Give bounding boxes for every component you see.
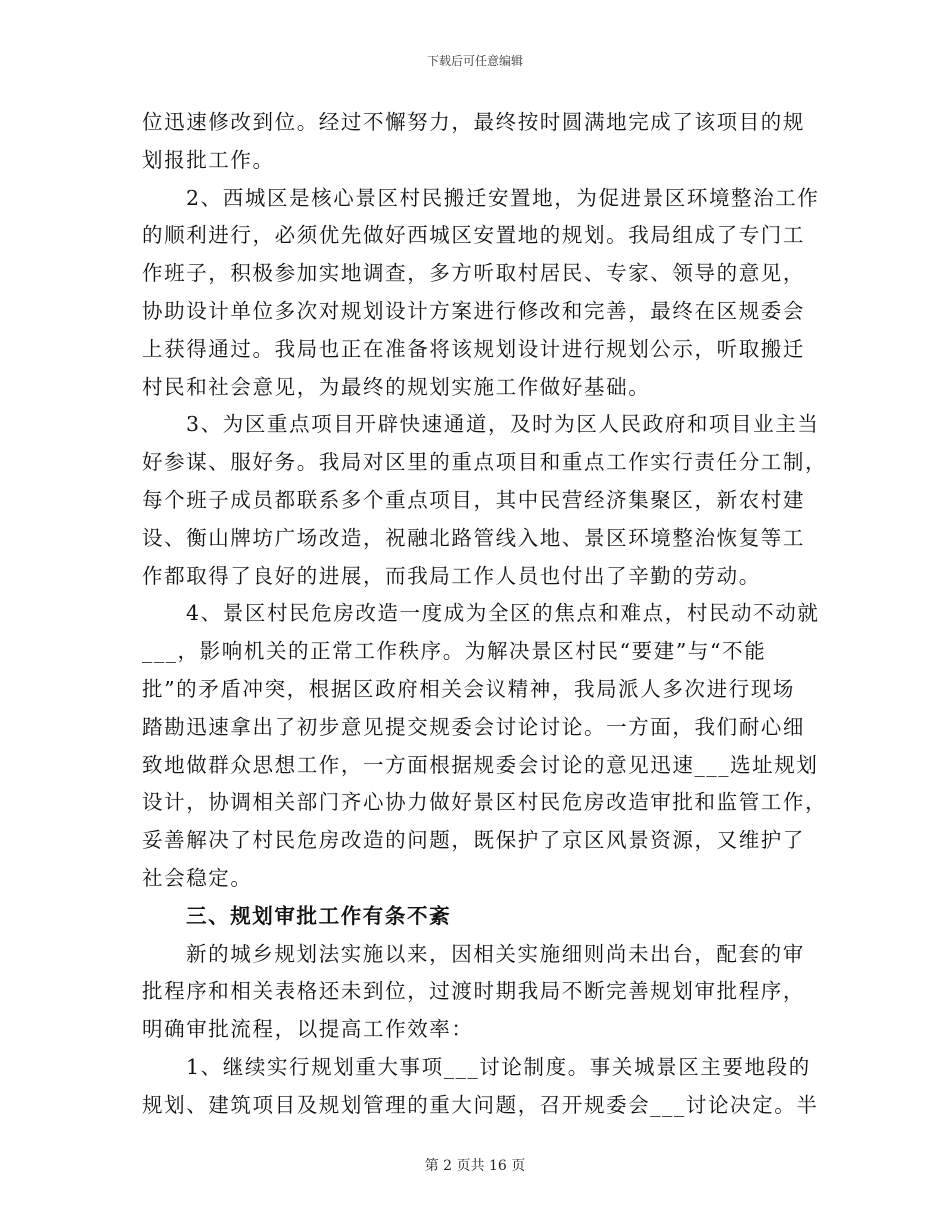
text-line: 划报批工作。 [142,147,275,172]
text-line: 上获得通过。我局也正在准备将该规划设计进行规划公示，听取搬迁 [142,336,805,361]
text-line: 协助设计单位多次对规划设计方案进行修改和完善，最终在区规委会 [142,298,805,323]
text-line: ___，影响机关的正常工作秩序。为解决景区村民“要建”与“不能 [142,639,767,664]
text-line: 村民和社会意见，为最终的规划实施工作做好基础。 [142,374,651,399]
text-line: 社会稳定。 [142,865,253,890]
text-line: 2、西城区是核心景区村民搬迁安置地，为促进景区环境整治工作 [186,185,820,210]
text-line: 新的城乡规划法实施以来，因相关实施细则尚未出台，配套的审 [186,941,805,966]
text-line: 每个班子成员都联系多个重点项目，其中民营经济集聚区，新农村建 [142,487,805,512]
text-line: 妥善解决了村民危房改造的问题，既保护了京区风景资源，又维护了 [142,828,805,853]
text-line: 3、为区重点项目开辟快速通道，及时为区人民政府和项目业主当 [186,412,820,437]
text-line: 的顺利进行，必须优先做好西城区安置地的规划。我局组成了专门工 [142,223,805,248]
text-line: 批程序和相关表格还未到位，过渡时期我局不断完善规划审批程序， [142,979,805,1004]
text-line: 4、景区村民危房改造一度成为全区的焦点和难点，村民动不动就 [186,601,820,626]
page-footer: 第 2 页共 16 页 [424,1158,526,1174]
text-line: 踏勘迅速拿出了初步意见提交规委会讨论讨论。一方面，我们耐心细 [142,714,805,739]
text-line: 1、继续实行规划重大事项___讨论制度。事关城景区主要地段的 [186,1054,811,1079]
text-line: 规划、建筑项目及规划管理的重大问题，召开规委会___讨论决定。半 [142,1092,819,1117]
text-line: 作班子，积极参加实地调查，多方听取村居民、专家、领导的意见， [142,261,805,286]
text-line: 批”的矛盾冲突，根据区政府相关会议精神，我局派人多次进行现场 [142,676,795,701]
text-line: 致地做群众思想工作，一方面根据规委会讨论的意见迅速___选址规划 [142,752,819,777]
text-line: 设计，协调相关部门齐心协力做好景区村民危房改造审批和监管工作， [142,790,828,815]
document-body [142,104,828,1125]
text-line: 好参谋、服好务。我局对区里的重点项目和重点工作实行责任分工制， [142,450,828,475]
text-line: 作都取得了良好的进展，而我局工作人员也付出了辛勤的劳动。 [142,563,761,588]
page-header: 下载后可任意编辑 [426,54,523,68]
section-heading: 三、规划审批工作有条不紊 [186,903,452,928]
text-line: 位迅速修改到位。经过不懈努力，最终按时圆满地完成了该项目的规 [142,110,805,134]
text-line: 设、衡山牌坊广场改造，祝融北路管线入地、景区环境整治恢复等工 [142,525,805,550]
text-line: 明确审批流程，以提高工作效率： [142,1017,474,1042]
